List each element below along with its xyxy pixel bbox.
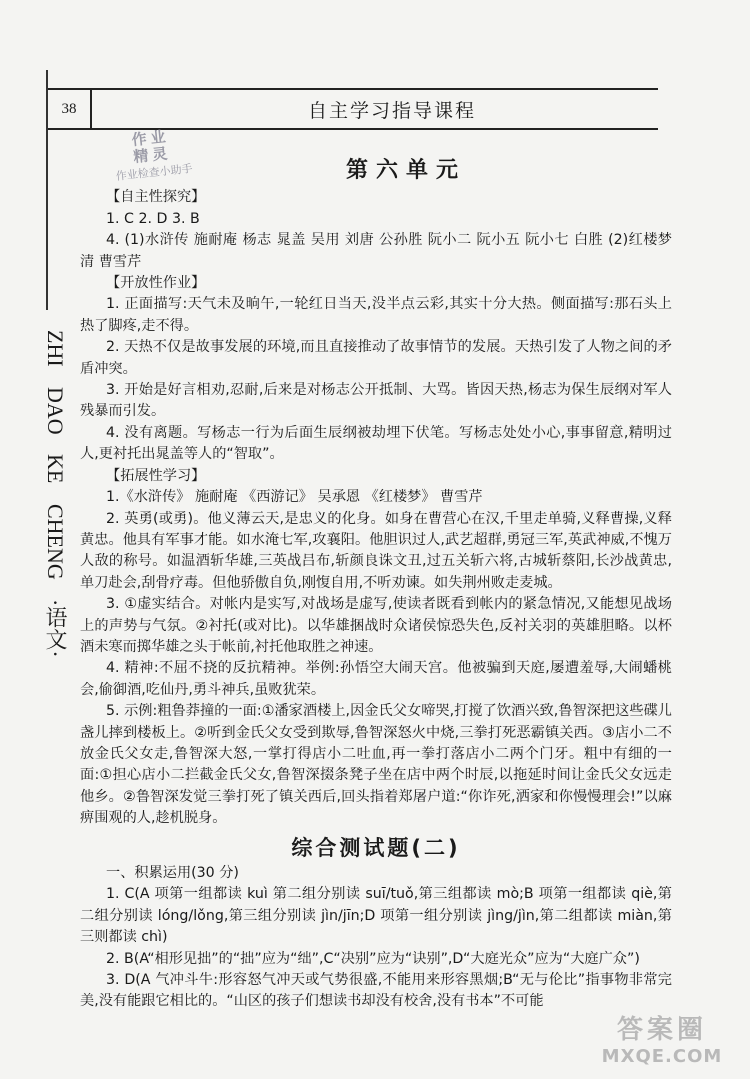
main-content	[80, 160, 672, 1013]
side-vertical-text	[42, 330, 72, 678]
page-number: 38	[48, 90, 92, 128]
page-header	[48, 88, 658, 130]
section-head: 【自主性探究】	[106, 189, 206, 206]
answer-paragraph: 4. 精神:不屈不挠的反抗精神。举例:孙悟空大闹天宫。他被骗到天庭,屡遭羞辱,大闹蟠桃会,偷御酒,吃仙丹,勇斗神兵,虽败犹荣。	[80, 660, 672, 698]
side-word: CHENG	[43, 503, 68, 580]
unit-title: 第六单元	[345, 158, 466, 183]
answer-paragraph: 1. C(A 项第一组都读 kuì 第二组分别读 suī/tuǒ,第三组都读 mò;B 项第一组都读 qiè,第二组分别读 lóng/lǒng,第三组分别读 jìn/jīn;D 项第一组分别读 jìng/jìn,第二组都读 miàn,第三则都读 chì)	[80, 886, 672, 946]
watermark-line-1: 答案圈	[616, 1015, 707, 1045]
answer-paragraph: 2. 天热不仅是故事发展的环境,而且直接推动了故事情节的发展。天热引发了人物之间的矛盾冲突。	[80, 339, 672, 377]
answer-paragraph: 4. (1)水浒传 施耐庵 杨志 晁盖 吴用 刘唐 公孙胜 阮小二 阮小五 阮小七 白胜 (2)红楼梦 清 曹雪芹	[80, 232, 672, 270]
answer-paragraph: 3. D(A 气冲斗牛:形容怒气冲天或气势很盛,不能用来形容黑烟;B“无与伦比”指事物非常完美,没有能跟它相比的。“山区的孩子们想读书却没有校舍,没有书本”不可能	[80, 972, 672, 1010]
answer-paragraph: 1. 正面描写:天气未及晌午,一轮红日当天,没半点云彩,其实十分大热。侧面描写:那石头上热了脚疼,走不得。	[80, 296, 672, 334]
answer-paragraph: 3. ①虚实结合。对帐内是实写,对战场是虚写,使读者既看到帐内的紧急情况,又能想见战场上的声势与气氛。②衬托(或对比)。以华雄捆战时众诸侯惊恐失色,反衬关羽的英雄胆略。以杯酒未寒而掷华雄之头于帐前,衬托他取胜之神速。	[80, 596, 672, 655]
watermark-logo	[582, 1009, 742, 1069]
answer-paragraph: 1. C 2. D 3. B	[106, 210, 200, 227]
section-head: 【开放性作业】	[106, 275, 206, 292]
side-word: ·语文·	[43, 599, 68, 659]
answer-paragraph: 4. 没有离题。写杨志一行为后面生辰纲被劫埋下伏笔。写杨志处处小心,事事留意,精明过人,更衬托出晁盖等人的“智取”。	[80, 424, 672, 463]
side-word: KE	[43, 454, 68, 484]
answer-paragraph: 2. 英勇(或勇)。他义薄云天,是忠义的化身。如身在曹营心在汉,千里走单骑,义释曹操,义释黄忠。他具有军事才能。如水淹七军,攻襄阳。他胆识过人,武艺超群,勇冠三军,英武神威,不愧万人敌的称号。如温酒斩华雄,三英战吕布,斩颜良诛文丑,过五关斩六将,古城斩蔡阳,长沙战黄忠,单刀赴会,刮骨疗毒。但他骄傲自负,刚愎自用,不听劝谏。如失荆州败走麦城。	[80, 510, 672, 591]
answer-paragraph: 5. 示例:粗鲁莽撞的一面:①潘家酒楼上,因金氏父女啼哭,打搅了饮酒兴致,鲁智深把这些碟儿盏儿摔到楼板上。②听到金氏父女受到欺辱,鲁智深怒火中烧,三拳打死恶霸镇关西。③店小二不放金氏父女走,鲁智深大怒,一掌打得店小二吐血,再一拳打落店小二两个门牙。粗中有细的一面:①担心店小二拦截金氏父女,鲁智深掇条凳子坐在店中两个时辰,以拖延时间让金氏父女远走他乡。②鲁智深发觉三拳打死了镇关西后,回头指着郑屠户道:“你诈死,洒家和你慢慢理会!”以麻痹围观的人,趁机脱身。	[80, 703, 672, 827]
side-word: ZHI	[43, 330, 68, 367]
answer-paragraph: 3. 开始是好言相劝,忍耐,后来是对杨志公开抵制、大骂。皆因天热,杨志为保生辰纲对军人残暴而引发。	[80, 382, 672, 420]
test-subhead: 一、积累运用(30 分)	[106, 865, 239, 881]
test-title: 综合测试题(二)	[291, 835, 461, 860]
running-title: 自主学习指导课程	[308, 100, 477, 122]
stamp-line-3: 作业检查小助手	[115, 161, 194, 183]
side-word: DAO	[43, 386, 68, 435]
section-head: 【拓展性学习】	[106, 467, 206, 484]
stamp-line-1: 作业	[130, 127, 171, 150]
answer-paragraph: 2. B(A“相形见拙”的“拙”应为“绌”,C“决别”应为“诀别”,D“大庭光众”应为“大庭广众”)	[106, 950, 640, 967]
stamp-line-2: 精灵	[132, 144, 173, 166]
answer-paragraph: 1.《水浒传》 施耐庵 《西游记》 吴承恩 《红楼梦》 曹雪芹	[106, 489, 483, 506]
watermark-line-2: MXQE.COM	[601, 1046, 723, 1067]
